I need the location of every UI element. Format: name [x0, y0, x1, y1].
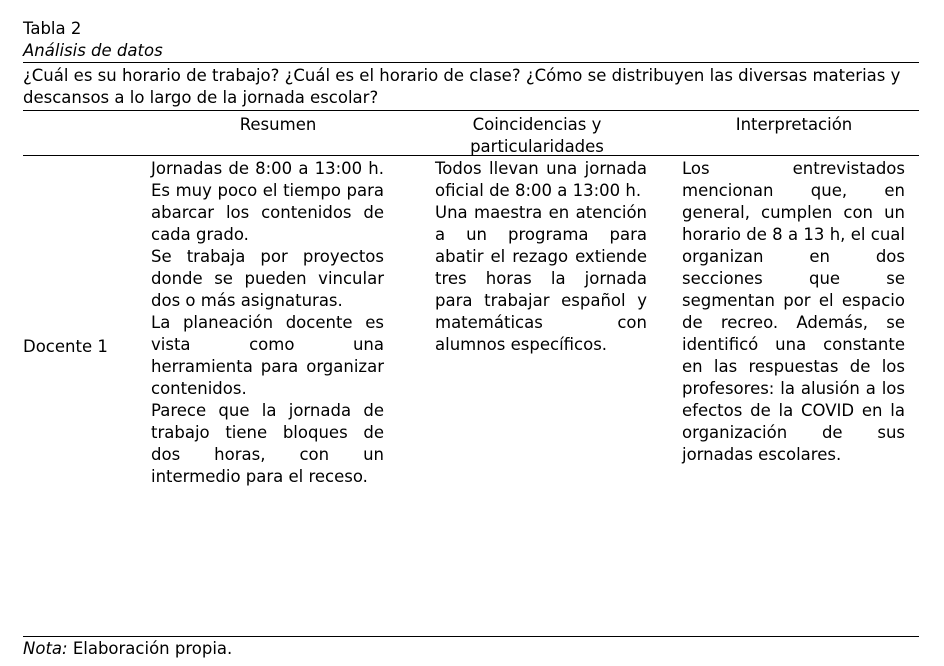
header-resumen: Resumen [239, 115, 317, 134]
header-interpretacion: Interpretación [735, 115, 853, 134]
resumen-paragraph: La planeación docente es vista como una herramienta para organizar contenidos. [151, 313, 384, 398]
coincidencias-paragraph: Todos llevan una jornada oficial de 8:00 a 13:00 h. [435, 159, 647, 200]
document-page [23, 18, 919, 660]
cell-interpretacion [682, 158, 905, 466]
cell-resumen [151, 158, 384, 488]
table-number: Tabla 2 [23, 19, 82, 38]
interpretacion-paragraph: Los entrevistados mencionan que, en general, cumplen con un horario de 8 a 13 h, el cual organizan en dos secciones que se segmentan por el espacio de recreo. Además, se identificó una constante en las respuestas de los profesores: la alusión a los efectos de la COVID en la organización de sus jornadas escolares. [682, 159, 905, 464]
research-question: ¿Cuál es su horario de trabajo? ¿Cuál es el horario de clase? ¿Cómo se distribuyen las diversas materias y descansos a lo largo de la jornada escolar? [23, 66, 901, 107]
resumen-paragraph: Parece que la jornada de trabajo tiene bloques de dos horas, con un intermedio para el receso. [151, 401, 384, 486]
table-title: Análisis de datos [23, 41, 163, 60]
header-coincidencias: Coincidencias y particularidades [470, 115, 604, 156]
cell-coincidencias [435, 158, 647, 356]
row-label-docente: Docente 1 [23, 337, 108, 356]
coincidencias-paragraph: Una maestra en atención a un programa para abatir el rezago extiende tres horas la jornada para trabajar español y matemáticas con alumnos específicos. [435, 203, 647, 354]
table-note [23, 637, 919, 660]
resumen-paragraph: Jornadas de 8:00 a 13:00 h. Es muy poco el tiempo para abarcar los contenidos de cada grado. [151, 159, 384, 244]
table-row [23, 156, 919, 636]
table-header-row [23, 111, 919, 155]
note-label: Nota: [23, 639, 68, 658]
note-text: Elaboración propia. [67, 639, 233, 658]
resumen-paragraph: Se trabaja por proyectos donde se pueden vincular dos o más asignaturas. [151, 247, 384, 310]
